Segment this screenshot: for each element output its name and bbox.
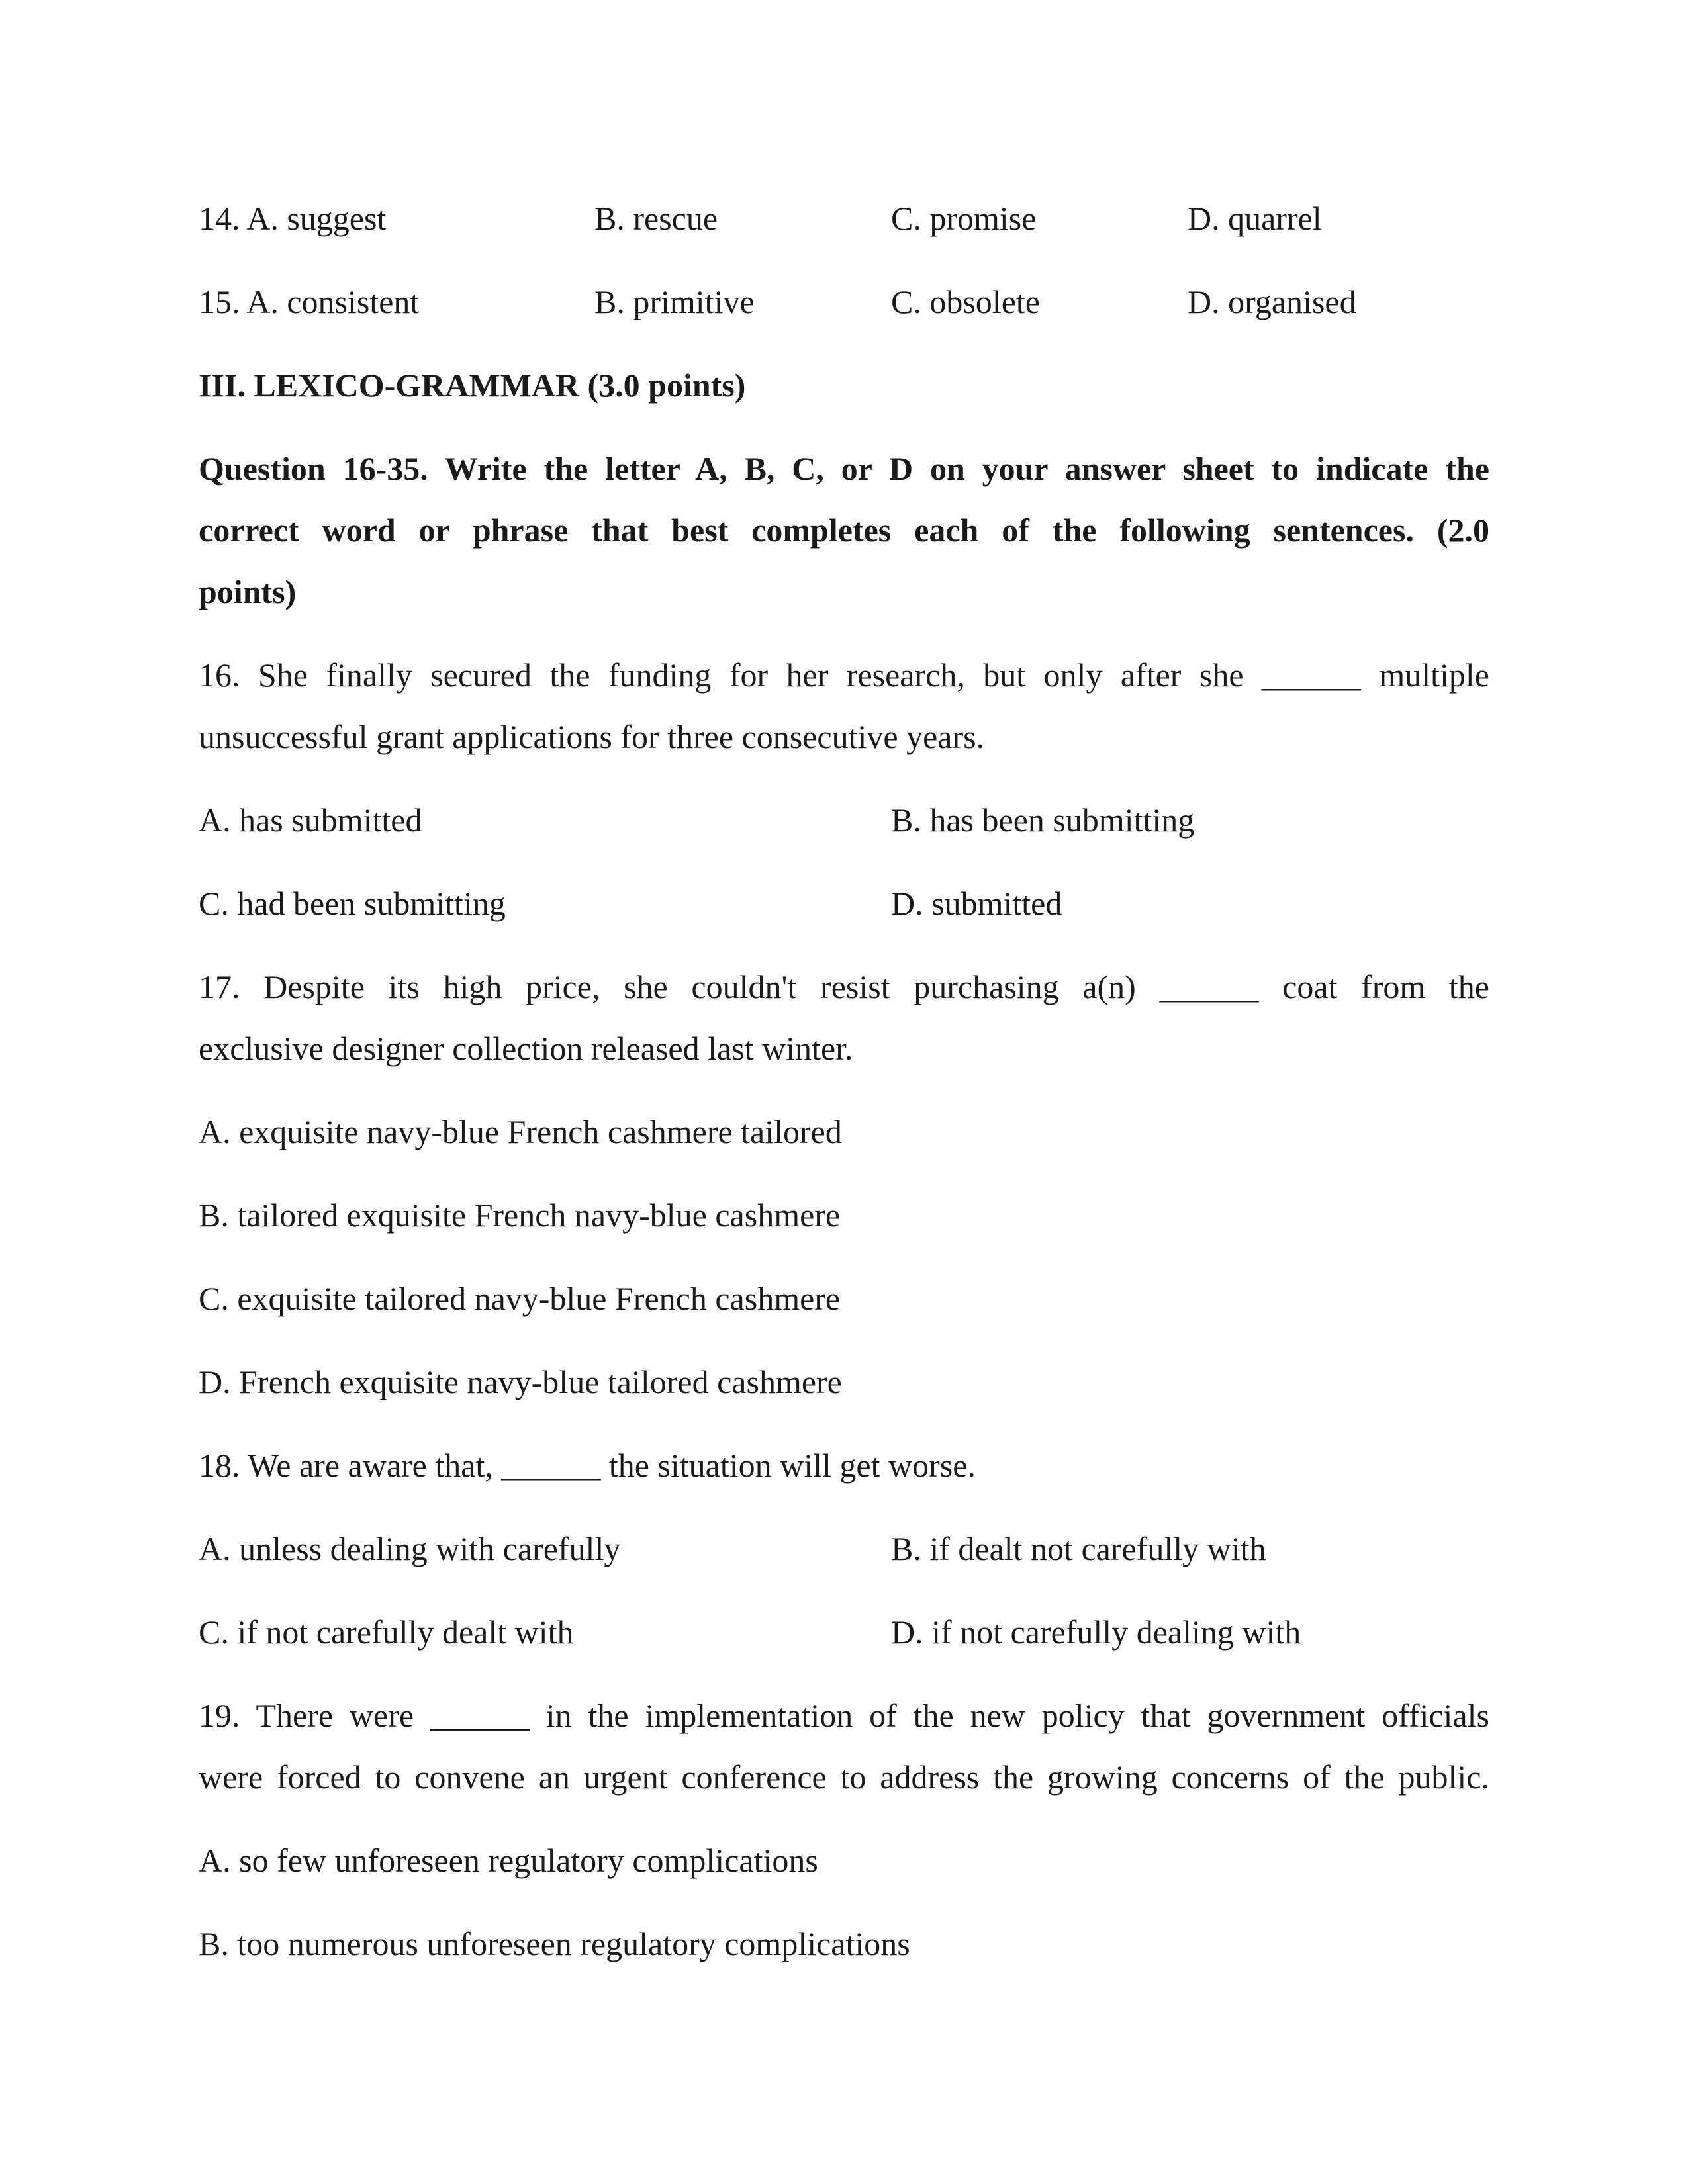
- q15-option-a: 15. A. consistent: [199, 283, 420, 320]
- q16-stem-line-2: unsuccessful grant applications for three consecutive years.: [199, 718, 985, 755]
- q14-option-c: C. promise: [891, 200, 1037, 237]
- q15-option-b: B. primitive: [594, 283, 755, 320]
- q18-stem-line-1: 18. We are aware that, ______ the situation will get worse.: [199, 1447, 976, 1484]
- q19-stem-line-1: 19. There were ______ in the implementation of the new policy that government officials: [199, 1697, 1489, 1734]
- q17-stem-line-2: exclusive designer collection released last winter.: [199, 1030, 853, 1067]
- q18-option-c: C. if not carefully dealt with: [199, 1614, 574, 1651]
- q14-option-a: 14. A. suggest: [199, 200, 387, 237]
- q16-option-b: B. has been submitting: [891, 801, 1195, 839]
- q18-option-b: B. if dealt not carefully with: [891, 1530, 1266, 1567]
- instruction-line-1: Question 16-35. Write the letter A, B, C, or D on your answer sheet to indicate the: [199, 450, 1489, 487]
- instruction-line-2: correct word or phrase that best completes each of the following sentences. (2.0: [199, 512, 1489, 549]
- instruction-line-3: points): [199, 573, 297, 610]
- q18-option-d: D. if not carefully dealing with: [891, 1614, 1301, 1651]
- q19-option-a: A. so few unforeseen regulatory complications: [199, 1842, 818, 1879]
- q17-option-c: C. exquisite tailored navy-blue French cashmere: [199, 1280, 841, 1317]
- q16-option-d: D. submitted: [891, 885, 1062, 922]
- q15-option-d: D. organised: [1188, 283, 1356, 320]
- q14-option-d: D. quarrel: [1188, 200, 1322, 237]
- q16-option-c: C. had been submitting: [199, 885, 506, 922]
- q16-stem-line-1: 16. She finally secured the funding for her research, but only after she ______ multiple: [199, 657, 1489, 694]
- q18-option-a: A. unless dealing with carefully: [199, 1530, 621, 1567]
- q17-option-a: A. exquisite navy-blue French cashmere tailored: [199, 1113, 842, 1150]
- q19-stem-line-2: were forced to convene an urgent conference to address the growing concerns of the public.: [199, 1758, 1489, 1796]
- q17-stem-line-1: 17. Despite its high price, she couldn't resist purchasing a(n) ______ coat from the: [199, 968, 1489, 1005]
- q15-option-c: C. obsolete: [891, 283, 1040, 320]
- q16-option-a: A. has submitted: [199, 801, 422, 839]
- q17-option-d: D. French exquisite navy-blue tailored cashmere: [199, 1363, 842, 1400]
- q19-option-b: B. too numerous unforeseen regulatory complications: [199, 1925, 910, 1962]
- q14-option-b: B. rescue: [594, 200, 718, 237]
- section-title: III. LEXICO-GRAMMAR (3.0 points): [199, 367, 746, 404]
- q17-option-b: B. tailored exquisite French navy-blue cashmere: [199, 1197, 841, 1234]
